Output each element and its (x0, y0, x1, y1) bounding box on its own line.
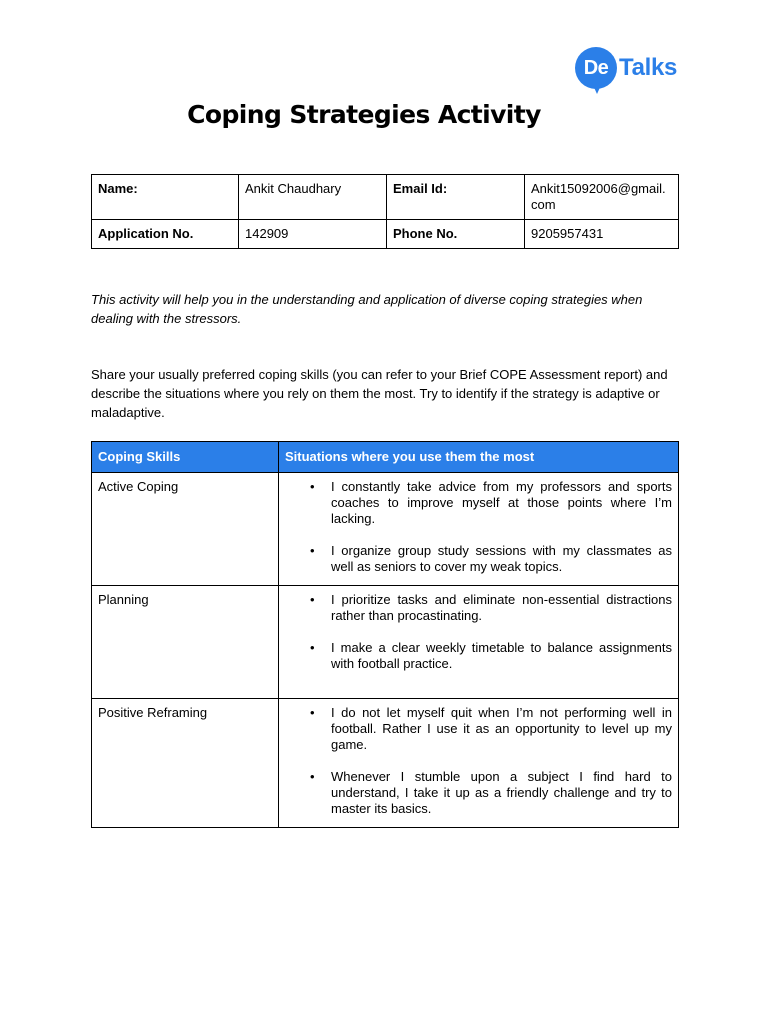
email-value: Ankit15092006@gmail.com (525, 175, 679, 220)
list-item (285, 543, 672, 575)
instructions-text: Share your usually preferred coping skills (you can refer to your Brief COPE Assessment report) and describe the situations where you rely on them the most. Try to identify if the strategy is adaptive or maladaptive. (91, 367, 668, 420)
coping-skill-cell: Planning (92, 586, 279, 699)
table-row (92, 473, 679, 586)
situation-text: I organize group study sessions with my classmates as well as seniors to cover my weak topics. (331, 543, 672, 574)
header-situations: Situations where you use them the most (279, 442, 679, 473)
bullet-icon: • (310, 479, 315, 494)
logo-bubble-tail (592, 83, 602, 94)
situations-cell (279, 473, 679, 586)
bullet-icon: • (310, 592, 315, 607)
email-label: Email Id: (387, 175, 525, 220)
coping-table-header (92, 442, 679, 473)
list-item (285, 640, 672, 672)
application-value: 142909 (239, 220, 387, 249)
coping-skill-cell: Positive Reframing (92, 699, 279, 828)
situations-cell (279, 699, 679, 828)
bullet-icon: • (310, 769, 315, 784)
situation-text: I make a clear weekly timetable to balance assignments with football practice. (331, 640, 672, 671)
logo-text: Talks (619, 54, 678, 81)
situation-text: Whenever I stumble upon a subject I find hard to understand, I take it up as a friendly challenge and try to master its basics. (331, 769, 672, 816)
name-label: Name: (92, 175, 239, 220)
list-item (285, 479, 672, 527)
name-value: Ankit Chaudhary (239, 175, 387, 220)
situation-text: I prioritize tasks and eliminate non-essential distractions rather than procastinating. (331, 592, 672, 623)
application-label: Application No. (92, 220, 239, 249)
situations-list (285, 479, 672, 575)
situation-text: I constantly take advice from my professors and sports coaches to improve myself at those points where I’m lacking. (331, 479, 672, 526)
info-row-application-phone (92, 220, 679, 249)
applicant-info-table (91, 174, 679, 249)
logo-bubble: De (575, 47, 617, 89)
detalks-logo (575, 47, 685, 97)
list-item (285, 705, 672, 753)
bullet-icon: • (310, 705, 315, 720)
bullet-icon: • (310, 543, 315, 558)
situations-cell (279, 586, 679, 699)
bullet-icon: • (310, 640, 315, 655)
info-row-name-email (92, 175, 679, 220)
coping-skill-cell: Active Coping (92, 473, 279, 586)
coping-skills-table (91, 441, 679, 828)
intro-text: This activity will help you in the understanding and application of diverse coping strategies when dealing with the stressors. (91, 292, 643, 326)
phone-value: 9205957431 (525, 220, 679, 249)
list-item (285, 592, 672, 624)
page-title: Coping Strategies Activity (187, 100, 541, 129)
situations-list (285, 705, 672, 817)
table-row (92, 699, 679, 828)
phone-label: Phone No. (387, 220, 525, 249)
situation-text: I do not let myself quit when I’m not performing well in football. Rather I use it as an opportunity to level up my game. (331, 705, 672, 752)
header-coping-skills: Coping Skills (92, 442, 279, 473)
table-row (92, 586, 679, 699)
situations-list (285, 592, 672, 672)
list-item (285, 769, 672, 817)
